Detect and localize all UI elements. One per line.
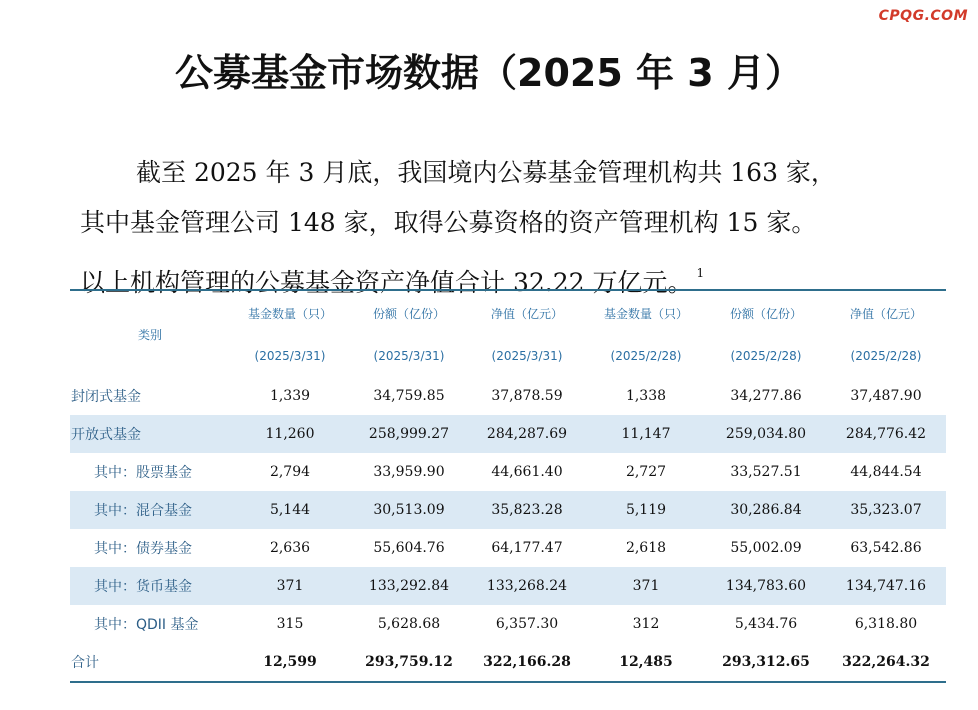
table-cell: 33,527.51 bbox=[730, 464, 802, 480]
table-cell: 134,783.60 bbox=[706, 567, 826, 605]
row-label: 其中：混合基金 bbox=[70, 491, 230, 529]
table-cell: 2,794 bbox=[269, 464, 311, 480]
header-row-labels bbox=[70, 290, 946, 335]
col-header-date: (2025/2/28) bbox=[850, 349, 922, 363]
table-row-total bbox=[70, 643, 946, 682]
table-cell: 11,147 bbox=[586, 415, 706, 453]
table-cell: 5,144 bbox=[230, 491, 350, 529]
col-header-label: 份额（亿份） bbox=[350, 290, 468, 335]
table-row bbox=[70, 567, 946, 605]
table-cell: 30,286.84 bbox=[706, 491, 826, 529]
table-cell: 258,999.27 bbox=[350, 415, 468, 453]
table-row bbox=[70, 377, 946, 415]
col-header-date: (2025/3/31) bbox=[491, 349, 563, 363]
col-header-label: 份额（亿份） bbox=[706, 290, 826, 335]
intro-line-1: 截至 2025 年 3 月底，我国境内公募基金管理机构共 163 家， bbox=[136, 158, 836, 187]
table-cell: 133,268.24 bbox=[468, 567, 586, 605]
category-header: 类别 bbox=[70, 290, 230, 377]
col-header-label: 净值（亿元） bbox=[468, 290, 586, 335]
col-header-date: (2025/2/28) bbox=[730, 349, 802, 363]
row-label: 其中：股票基金 bbox=[94, 465, 192, 481]
intro-paragraph bbox=[80, 148, 910, 308]
table-cell: 134,747.16 bbox=[826, 567, 946, 605]
row-label: 开放式基金 bbox=[70, 415, 230, 453]
table-cell: 2,636 bbox=[269, 540, 311, 556]
table-cell: 5,628.68 bbox=[377, 616, 441, 632]
table-cell: 322,264.32 bbox=[826, 643, 946, 682]
col-header-date: (2025/3/31) bbox=[373, 349, 445, 363]
col-header-label: 基金数量（只） bbox=[230, 290, 350, 335]
table-row bbox=[70, 491, 946, 529]
table-cell: 63,542.86 bbox=[850, 540, 922, 556]
table-cell: 35,823.28 bbox=[468, 491, 586, 529]
row-label: 其中：QDII 基金 bbox=[94, 617, 199, 633]
table-cell: 30,513.09 bbox=[350, 491, 468, 529]
table-cell: 35,323.07 bbox=[826, 491, 946, 529]
table-cell: 44,661.40 bbox=[491, 464, 563, 480]
table-cell: 12,485 bbox=[586, 643, 706, 682]
col-header-label: 净值（亿元） bbox=[826, 290, 946, 335]
table-cell: 11,260 bbox=[230, 415, 350, 453]
table-cell: 64,177.47 bbox=[491, 540, 563, 556]
table-cell: 312 bbox=[632, 616, 660, 632]
table-cell: 5,434.76 bbox=[734, 616, 798, 632]
table-row bbox=[70, 529, 946, 567]
fund-data-table bbox=[70, 289, 946, 683]
row-label: 其中：债券基金 bbox=[94, 541, 192, 557]
table-cell: 259,034.80 bbox=[706, 415, 826, 453]
table-cell: 1,339 bbox=[269, 388, 311, 404]
table-cell: 371 bbox=[586, 567, 706, 605]
table-cell: 37,878.59 bbox=[491, 388, 563, 404]
table-cell: 322,166.28 bbox=[468, 643, 586, 682]
table-cell: 6,357.30 bbox=[495, 616, 559, 632]
table-cell: 293,759.12 bbox=[350, 643, 468, 682]
table-cell: 293,312.65 bbox=[706, 643, 826, 682]
table-cell: 2,618 bbox=[625, 540, 667, 556]
col-header-date: (2025/2/28) bbox=[610, 349, 682, 363]
footnote-mark: 1 bbox=[696, 266, 705, 280]
table-cell: 37,487.90 bbox=[850, 388, 922, 404]
table-cell: 1,338 bbox=[625, 388, 667, 404]
page-title: 公募基金市场数据（2025 年 3 月） bbox=[175, 51, 803, 95]
intro-line-2: 其中基金管理公司 148 家，取得公募资格的资产管理机构 15 家。 bbox=[80, 208, 817, 237]
table-cell: 6,318.80 bbox=[854, 616, 918, 632]
table-row bbox=[70, 453, 946, 491]
table-cell: 44,844.54 bbox=[850, 464, 922, 480]
table-cell: 55,002.09 bbox=[730, 540, 802, 556]
table-cell: 34,277.86 bbox=[730, 388, 802, 404]
watermark: CPQG.COM bbox=[878, 8, 968, 24]
table-cell: 133,292.84 bbox=[350, 567, 468, 605]
table-cell: 284,776.42 bbox=[826, 415, 946, 453]
table-cell: 315 bbox=[276, 616, 304, 632]
intro-line-3-text: 以上机构管理的公募基金资产净值合计 32.22 万亿元。 bbox=[80, 268, 693, 297]
table-cell: 371 bbox=[230, 567, 350, 605]
table-cell: 55,604.76 bbox=[373, 540, 445, 556]
table-cell: 284,287.69 bbox=[468, 415, 586, 453]
row-label: 合计 bbox=[70, 643, 230, 682]
table-cell: 2,727 bbox=[625, 464, 667, 480]
table-cell: 33,959.90 bbox=[373, 464, 445, 480]
table-row bbox=[70, 415, 946, 453]
row-label: 封闭式基金 bbox=[71, 389, 141, 405]
table-cell: 5,119 bbox=[586, 491, 706, 529]
col-header-label: 基金数量（只） bbox=[586, 290, 706, 335]
table-row bbox=[70, 605, 946, 643]
table-cell: 34,759.85 bbox=[373, 388, 445, 404]
row-label: 其中：货币基金 bbox=[70, 567, 230, 605]
table-cell: 12,599 bbox=[230, 643, 350, 682]
col-header-date: (2025/3/31) bbox=[254, 349, 326, 363]
